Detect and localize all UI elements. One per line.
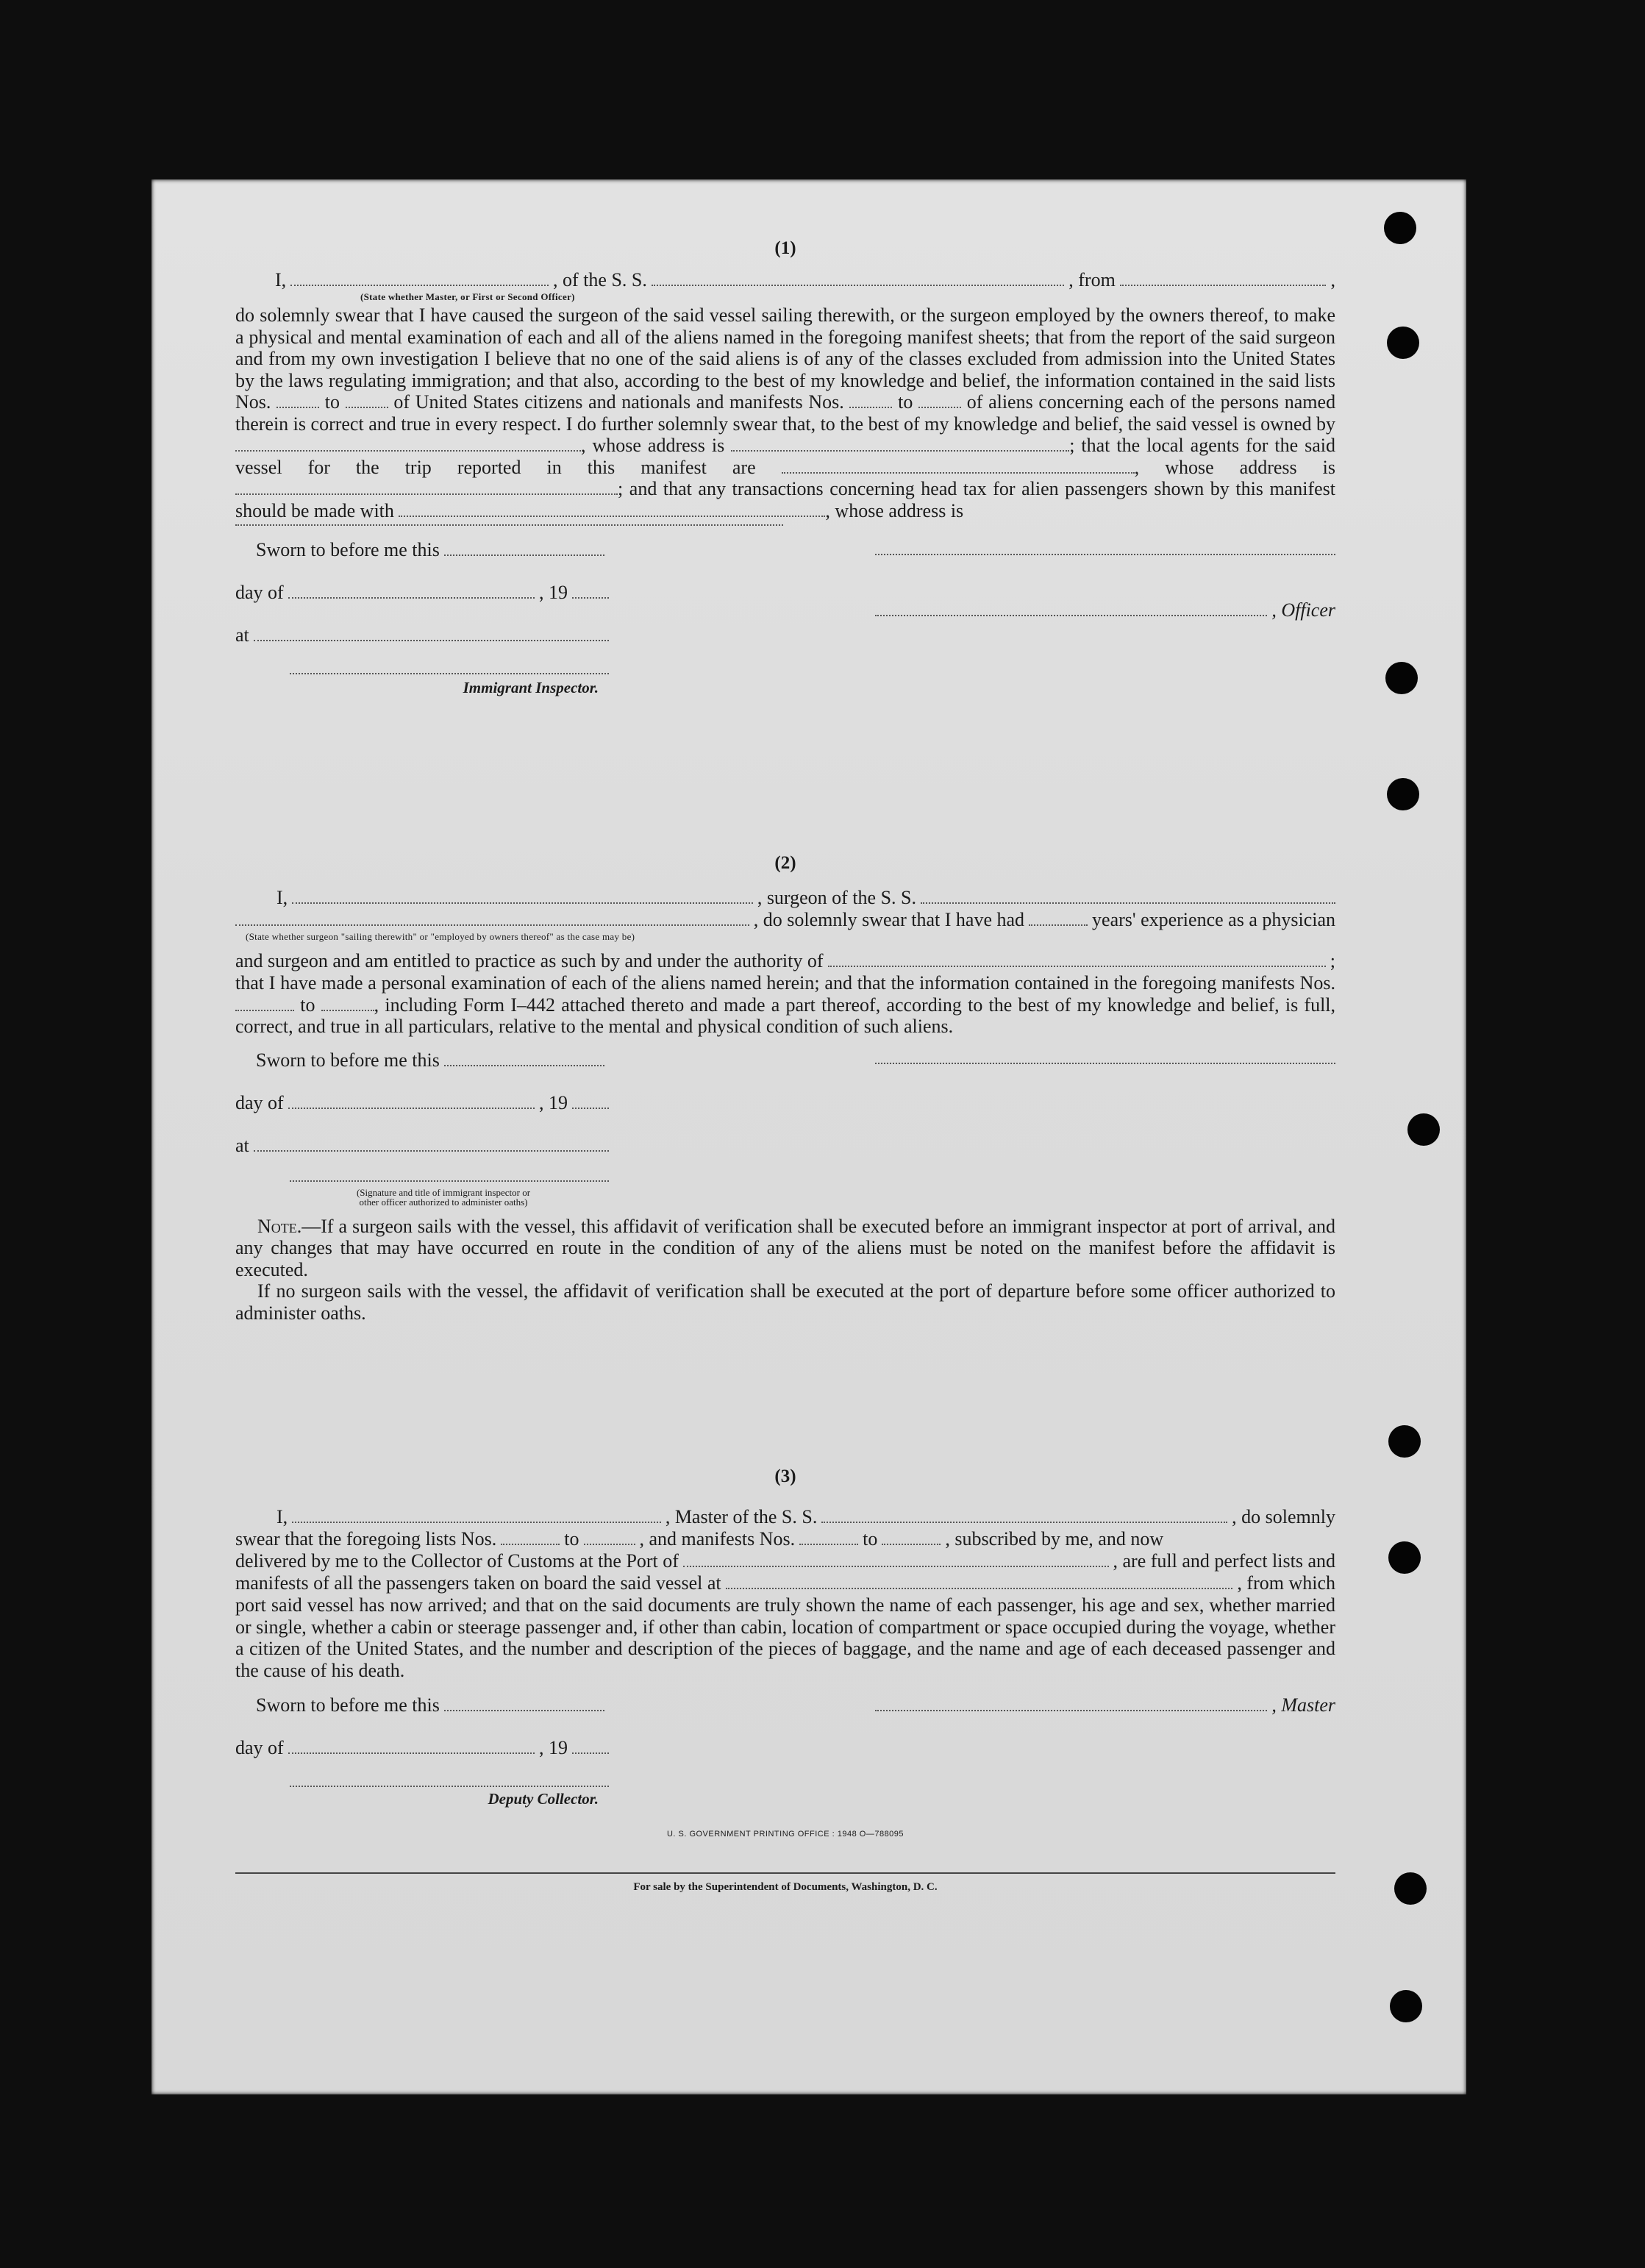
section-number: (3) [774, 1466, 796, 1486]
manifests-to-field[interactable] [918, 407, 961, 408]
footer-rule [235, 1872, 1335, 1874]
section-3: (3) I, , Master of the S. S. , do solemnly swear that the foregoing lists Nos. to , and manifests Nos. to , subscribed by me, and now delivered by me to the Collector of Customs at the Port of , are full and perfect lists and manifests of all the passengers taken on board the said vessel at , from which port said vessel has now arrived; and that on the said documents are truly shown the name of each passenger, his age and sex, whether married or single, whether a cabin or steerage passenger and, if other than cabin, location of compartment or space occupied during the voyage, whether a citizen of the United States, and the number and description of the pieces of baggage, and the name and age of each deceased passenger and the cause of his death. Sworn to before me this , Master day of , 19 Deputy Collector. [235, 1466, 1335, 1808]
punch-hole [1385, 662, 1418, 694]
lists-from-field[interactable] [501, 1530, 560, 1545]
punch-hole [1388, 1425, 1421, 1458]
punch-hole [1407, 1113, 1440, 1146]
lists-to-field[interactable] [346, 407, 388, 408]
caption-master: (State whether Master, or First or Second Officer) [360, 291, 575, 302]
authority-field[interactable] [828, 952, 1326, 967]
master-oath-paragraph: port said vessel has now arrived; and that on the said documents are truly shown the name of each passenger, his age and sex, whether married or single, whether a cabin or steerage passenger and, if other than cabin, location of compartment or space occupied during the voyage, whether a citizen of the United States, and the number and description of the pieces of baggage, and the name and age of each deceased passenger and the cause of his death. [235, 1594, 1335, 1681]
section-1: (1) I, , of the S. S. , from , (State whether Master, or First or Second Officer) do solemnly swear that I have caused the surgeon of the said vessel sailing therewith, or the surgeon employed by the owners thereof, to make a physical and mental examination of each and all of the aliens named in the foregoing manifest sheets; that from the report of the said surgeon and from my own investigation I believe that no one of the said aliens is of any of the classes excluded from admission into the United States by the laws regulating immigration; and that also, according to the best of my knowledge and belief, the information contained in the said lists Nos. to of United States citizens and nationals and manifests Nos. to of aliens concerning each of the persons named therein is correct and true in every respect. I do further solemnly swear that, to the best of my knowledge and belief, the said vessel is owned by , whose address is ; that the local agents for the said vessel for the trip reported in this manifest are , whose address is ; and that any transactions concerning head tax for alien passengers shown by this manifest should be made with , whose address is Sworn to before me this day of , 19 at Immigrant Inspector. , Officer [235, 238, 1336, 696]
owner-address-field[interactable] [731, 450, 1069, 452]
owner-field[interactable] [235, 450, 581, 452]
place-field[interactable] [254, 1137, 609, 1152]
officer-signature-line-1[interactable] [875, 554, 1335, 555]
punch-hole [1394, 1872, 1427, 1905]
ship-name-field[interactable] [921, 889, 1335, 904]
section-number: (1) [774, 238, 796, 258]
punch-hole [1388, 1541, 1421, 1574]
agents-field[interactable] [782, 472, 1135, 474]
year-field[interactable] [572, 584, 609, 599]
officer-name-field[interactable] [290, 271, 549, 286]
inspector-signature-field[interactable] [290, 673, 609, 674]
manifests-from-field[interactable] [235, 1010, 294, 1011]
master-line: I, , of the S. S. , from , [275, 269, 1335, 290]
surgeon-name-field[interactable] [292, 889, 753, 904]
surgeon-signature-field[interactable] [875, 1063, 1335, 1064]
inspector-signature-field[interactable] [290, 1180, 609, 1182]
section-number: (2) [774, 853, 796, 873]
master-signature-field[interactable] [875, 1697, 1267, 1711]
manifests-to-field[interactable] [321, 1010, 374, 1011]
manifests-from-field[interactable] [849, 407, 892, 408]
oath-paragraph: do solemnly swear that I have caused the surgeon of the said vessel sailing therewith, or the surgeon employed by the owners thereof, to make a physical and mental examination of each and all of the aliens named in the foregoing manifest sheets; that from the report of the said surgeon and from my own investigation I believe that no one of the said aliens is of any of the classes excluded from admission into the United States by the laws regulating immigration; and that also, according to the best of my knowledge and belief, the information contained in the said lists Nos. to of United States citizens and nationals and manifests Nos. to of aliens concerning each of the persons named therein is correct and true in every respect. I do further solemnly swear that, to the best of my knowledge and belief, the said vessel is owned by , whose address is ; that the local agents for the said vessel for the trip reported in this manifest are , whose address is ; and that any transactions concerning head tax for alien passengers shown by this manifest should be made with , whose address is [235, 304, 1336, 521]
collector-caption: Deputy Collector. [488, 1790, 599, 1808]
day-field[interactable] [288, 1739, 535, 1754]
caption-surgeon: (State whether surgeon "sailing therewith" or "employed by owners thereof" as the case may be) [246, 931, 635, 942]
headtax-address-field[interactable] [235, 524, 783, 526]
surgeon-status-field[interactable] [235, 911, 749, 926]
note-paragraph: Note.—If a surgeon sails with the vessel, this affidavit of verification shall be executed before an immigrant inspector at port of arrival, and any changes that may have occurred en route in the condition of any of the aliens must be noted on the manifest before the affidavit is executed. [235, 1215, 1335, 1280]
printing-office-line: U. S. GOVERNMENT PRINTING OFFICE : 1948 O—788095 [666, 1830, 904, 1839]
for-sale-line: For sale by the Superintendent of Documents, Washington, D. C. [633, 1881, 938, 1893]
day-field[interactable] [288, 584, 535, 599]
years-field[interactable] [1029, 911, 1088, 926]
year-field[interactable] [572, 1094, 609, 1109]
punch-hole [1387, 778, 1419, 810]
sworn-date-field[interactable] [444, 541, 604, 556]
port-field[interactable] [683, 1552, 1109, 1567]
headtax-contact-field[interactable] [399, 516, 825, 517]
note-paragraph-2: If no surgeon sails with the vessel, the affidavit of verification shall be executed at the port of departure before some officer authorized to administer oaths. [235, 1280, 1335, 1324]
sworn-date-field[interactable] [444, 1052, 604, 1066]
master-name-field[interactable] [292, 1508, 661, 1523]
form-content [235, 238, 1335, 2018]
ship-name-field[interactable] [652, 271, 1064, 286]
inspector-caption: Immigrant Inspector. [463, 679, 599, 696]
punch-hole [1384, 212, 1416, 244]
place-field[interactable] [254, 627, 609, 641]
surgeon-oath-paragraph: that I have made a personal examination of each of the aliens named herein; and that the information contained in the foregoing manifests Nos. to , including Form I–442 attached thereto and made a part thereof, according to the best of my knowledge and belief, is full, correct, and true in all particulars, relative to the mental and physical condition of such aliens. [235, 972, 1336, 1037]
lists-to-field[interactable] [584, 1530, 635, 1545]
from-port-field[interactable] [1120, 271, 1327, 286]
signature-caption: (Signature and title of immigrant inspector or other officer authorized to administer oaths) [356, 1186, 531, 1208]
year-field[interactable] [572, 1739, 609, 1754]
officer-signature-field[interactable] [875, 602, 1267, 616]
manifest-page [151, 179, 1466, 2094]
manifests-to-field[interactable] [882, 1530, 941, 1545]
collector-signature-field[interactable] [290, 1786, 609, 1787]
sworn-date-field[interactable] [444, 1697, 604, 1711]
punch-hole [1387, 327, 1419, 359]
section-2: (2) I, , surgeon of the S. S. , do solemnly swear that I have had years' experience as a physician (State whether surgeon "sailing therewith" or "employed by owners thereof" as the case may be) and surgeon and am entitled to practice as such by and under the authority of ; that I have made a personal examination of each of the aliens named herein; and that the information contained in the foregoing manifests Nos. to , including Form I–442 attached thereto and made a part thereof, according to the best of my knowledge and belief, is full, correct, and true in all particulars, relative to the mental and physical condition of such aliens. Sworn to before me this day of , 19 at (Signature and title of immigrant inspector or other officer authorized to administer oaths) Note.—If a surgeon sails with the vessel, this affidavit of verification shall be executed before an immigrant inspector at port of arrival, and any changes that may have occurred en route in the condition of any of the aliens must be noted on the manifest before the affidavit is executed. If no surgeon sails with the vessel, the affidavit of verification shall be executed at the port of departure before some officer authorized to administer oaths. [235, 853, 1336, 1324]
agents-address-field[interactable] [235, 493, 618, 495]
manifests-from-field[interactable] [799, 1530, 858, 1545]
punch-hole [1390, 1990, 1422, 2022]
embark-port-field[interactable] [726, 1575, 1233, 1589]
day-field[interactable] [288, 1094, 535, 1109]
ship-name-field[interactable] [821, 1508, 1227, 1523]
lists-from-field[interactable] [276, 407, 319, 408]
